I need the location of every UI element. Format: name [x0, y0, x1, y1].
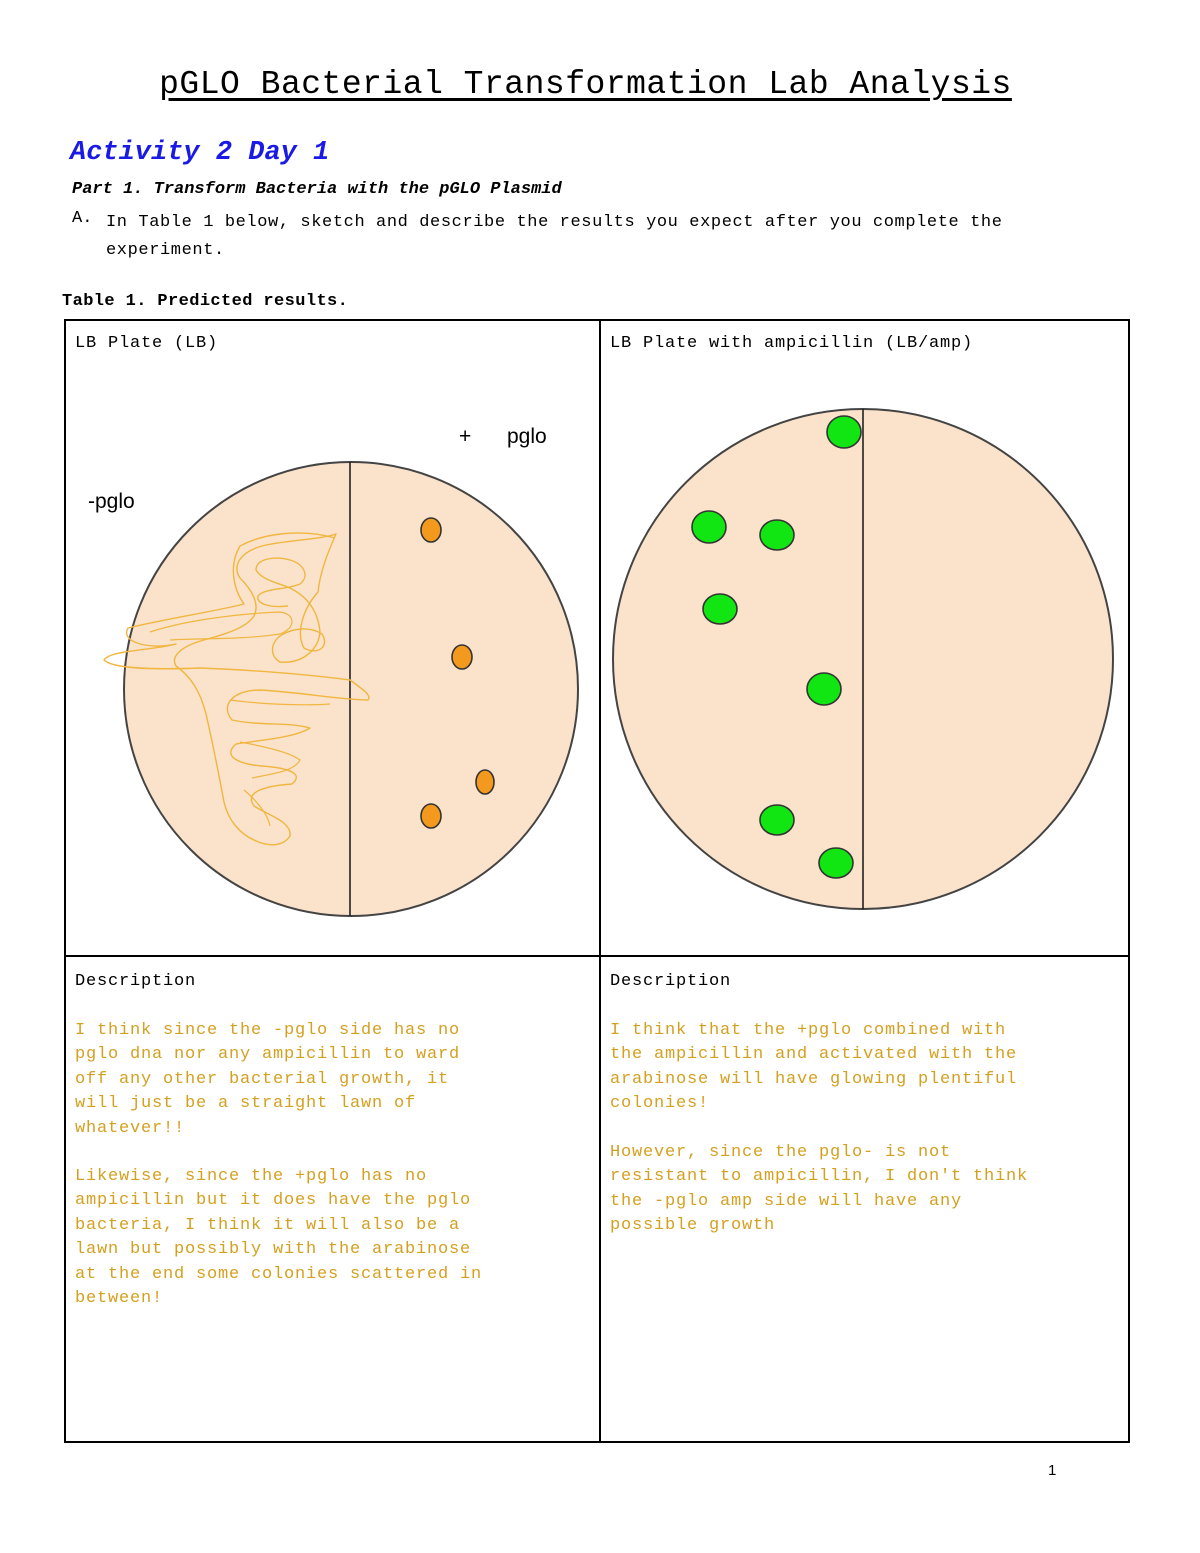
description-left-paragraph-2: Likewise, since the +pglo has no ampicillin but it does have the pglo bacteria, I think it will also be a lawn but possibly with the arabinose at the end some colonies scattered in between! [75, 1167, 483, 1309]
amp-colony-7 [819, 848, 853, 878]
lb-amp-plate-header: LB Plate with ampicillin (LB/amp) [610, 334, 974, 353]
lb-colony-3 [476, 770, 494, 794]
lb-plate-sketch [66, 360, 598, 954]
part-heading: Part 1. Transform Bacteria with the pGLO Plasmid [72, 180, 562, 199]
table-column-divider [599, 319, 601, 1443]
lb-colony-4 [421, 804, 441, 828]
lb-colony-1 [421, 518, 441, 542]
instruction-letter: A. [72, 209, 93, 228]
amp-colony-4 [703, 594, 737, 624]
amp-colony-3 [760, 520, 794, 550]
page-number: 1 [1048, 1462, 1057, 1479]
lb-colony-2 [452, 645, 472, 669]
amp-colony-5 [807, 673, 841, 705]
description-left-label: Description [75, 972, 197, 991]
instruction-text: In Table 1 below, sketch and describe the results you expect after you complete the experiment. [106, 213, 1003, 260]
lb-plate-header: LB Plate (LB) [75, 334, 219, 353]
description-right-paragraph-1: I think that the +pglo combined with the ampicillin and activated with the arabinose will have glowing plentiful colonies! [610, 1021, 1018, 1114]
amp-colony-6 [760, 805, 794, 835]
plus-sign-label: + [459, 425, 472, 448]
description-right-paragraph-2: However, since the pglo- is not resistant to ampicillin, I don't think the -pglo amp side will have any possible growth [610, 1143, 1029, 1236]
document-title: pGLO Bacterial Transformation Lab Analysis [159, 66, 1012, 103]
amp-colony-2 [692, 511, 726, 543]
description-right-label: Description [610, 972, 732, 991]
plus-pglo-label: pglo [507, 425, 547, 448]
lb-amp-plate-sketch [602, 360, 1128, 954]
table-caption: Table 1. Predicted results. [62, 292, 349, 311]
amp-colony-1 [827, 416, 861, 448]
minus-pglo-label: -pglo [88, 490, 135, 513]
table-row-divider [64, 955, 1130, 957]
activity-heading: Activity 2 Day 1 [70, 138, 330, 168]
lb-petri-dish [124, 462, 578, 916]
description-left-paragraph-1: I think since the -pglo side has no pglo dna nor any ampicillin to ward off any other bacterial growth, it will just be a straight lawn of whatever!! [75, 1021, 461, 1138]
